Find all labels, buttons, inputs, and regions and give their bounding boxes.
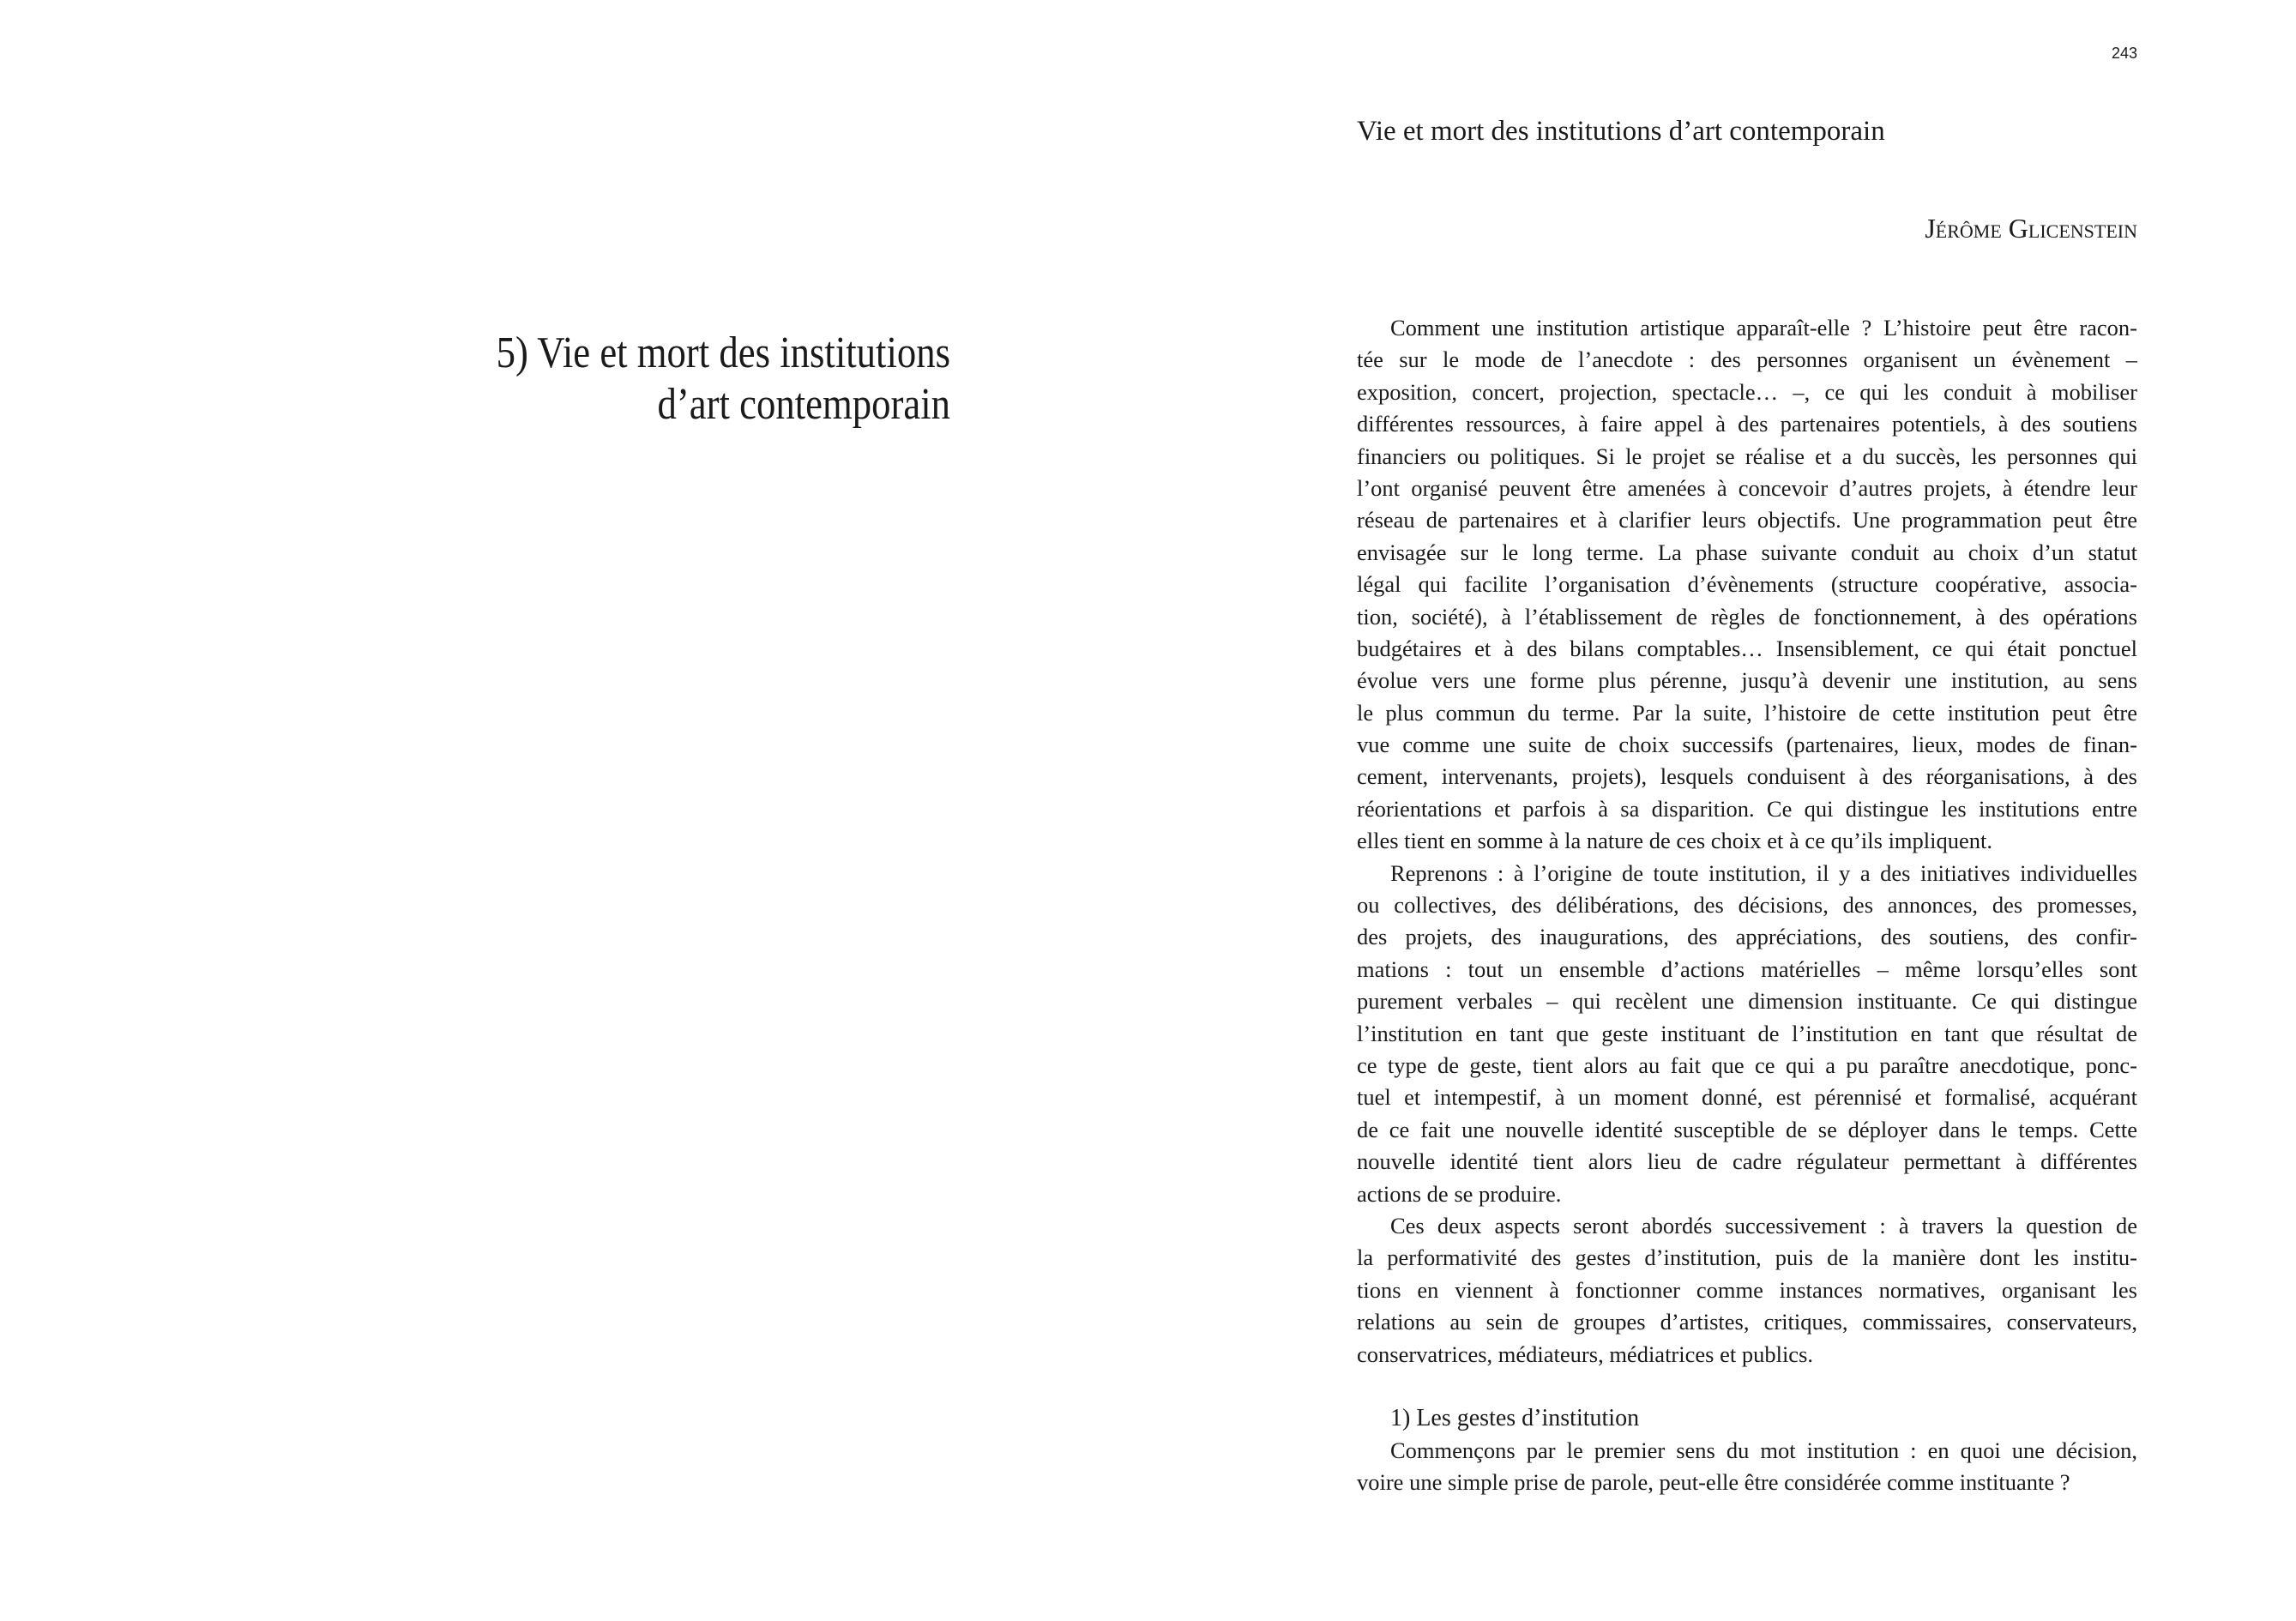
chapter-title-line: d’art contemporain (657, 380, 950, 429)
text-line: envisagée sur le long terme. La phase suivante conduit au choix d’un statut (1357, 539, 2137, 565)
text-line: réseau de partenaires et à clarifier leurs objectifs. Une programmation peut être (1357, 507, 2137, 533)
text-line: elles tient en somme à la nature de ces choix et à ce qu’ils impliquent. (1357, 828, 1993, 854)
text-line: Reprenons : à l’origine de toute institution, il y a des initiatives individuelles (1390, 859, 2137, 886)
page-number: 243 (2111, 45, 2137, 62)
text-line: tée sur le mode de l’anecdote : des personnes organisent un évènement – (1357, 346, 2137, 373)
text-line: la performativité des gestes d’institution, puis de la manière dont les institu- (1357, 1244, 2137, 1271)
running-title: Vie et mort des institutions d’art contemporain (1357, 116, 1885, 147)
text-line: différentes ressources, à faire appel à des partenaires potentiels, à des soutiens (1357, 411, 2137, 437)
section-heading: 1) Les gestes d’institution (1390, 1405, 1640, 1432)
text-line: nouvelle identité tient alors lieu de cadre régulateur permettant à différentes (1357, 1148, 2137, 1175)
text-line: de ce fait une nouvelle identité susceptible de se déployer dans le temps. Cette (1357, 1116, 2137, 1142)
text-line: tions en viennent à fonctionner comme instances normatives, organisant les (1357, 1276, 2137, 1303)
text-line: réorientations et parfois à sa disparition. Ce qui distingue les institutions entre (1357, 795, 2137, 822)
text-line: budgétaires et à des bilans comptables… Insensiblement, ce qui était ponctuel (1357, 635, 2137, 661)
text-line: le plus commun du terme. Par la suite, l’histoire de cette institution peut être (1357, 699, 2137, 726)
text-line: l’institution en tant que geste instituant de l’institution en tant que résultat de (1357, 1020, 2137, 1046)
text-line: Ces deux aspects seront abordés successivement : à travers la question de (1390, 1212, 2137, 1238)
text-line: Comment une institution artistique apparaît-elle ? L’histoire peut être racon- (1390, 315, 2137, 340)
text-line: l’ont organisé peuvent être amenées à concevoir d’autres projets, à étendre leur (1357, 474, 2137, 501)
body-text (1357, 312, 2137, 1498)
chapter-title-line: 5) Vie et mort des institutions (496, 328, 950, 377)
text-line: évolue vers une forme plus pérenne, jusqu’à devenir une institution, au sens (1357, 667, 2137, 694)
text-line: ce type de geste, tient alors au fait que ce qui a pu paraître anecdotique, ponc- (1357, 1052, 2137, 1078)
text-line: des projets, des inaugurations, des appréciations, des soutiens, des confir- (1357, 924, 2137, 950)
text-line: conservatrices, médiateurs, médiatrices et publics. (1357, 1341, 1814, 1367)
author-name: Jérôme Glicenstein (1925, 213, 2137, 244)
text-line: purement verbales – qui recèlent une dimension instituante. Ce qui distingue (1357, 988, 2137, 1015)
text-line: vue comme une suite de choix successifs (partenaires, lieux, modes de finan- (1357, 732, 2137, 758)
text-line: relations au sein de groupes d’artistes, critiques, commissaires, conservateurs, (1357, 1309, 2137, 1335)
text-line: mations : tout un ensemble d’actions matérielles – même lorsqu’elles sont (1357, 955, 2137, 982)
text-line: actions de se produire. (1357, 1180, 1562, 1207)
text-line: Commençons par le premier sens du mot institution : en quoi une décision, (1390, 1437, 2137, 1463)
text-line: légal qui facilite l’organisation d’évènements (structure coopérative, associa- (1357, 571, 2137, 598)
text-line: tuel et intempestif, à un moment donné, est pérennisé et formalisé, acquérant (1357, 1084, 2137, 1111)
text-line: voire une simple prise de parole, peut-elle être considérée comme instituante ? (1357, 1469, 2070, 1496)
text-line: tion, société), à l’établissement de règles de fonctionnement, à des opérations (1357, 603, 2137, 630)
chapter-title (354, 328, 950, 431)
text-line: ou collectives, des délibérations, des décisions, des annonces, des promesses, (1357, 892, 2137, 919)
section-gap (1357, 1371, 2137, 1402)
text-line: financiers ou politiques. Si le projet se réalise et a du succès, les personnes qui (1357, 443, 2137, 469)
text-line: exposition, concert, projection, spectacle… –, ce qui les conduit à mobiliser (1357, 378, 2137, 405)
text-line: cement, intervenants, projets), lesquels conduisent à des réorganisations, à des (1357, 763, 2137, 790)
